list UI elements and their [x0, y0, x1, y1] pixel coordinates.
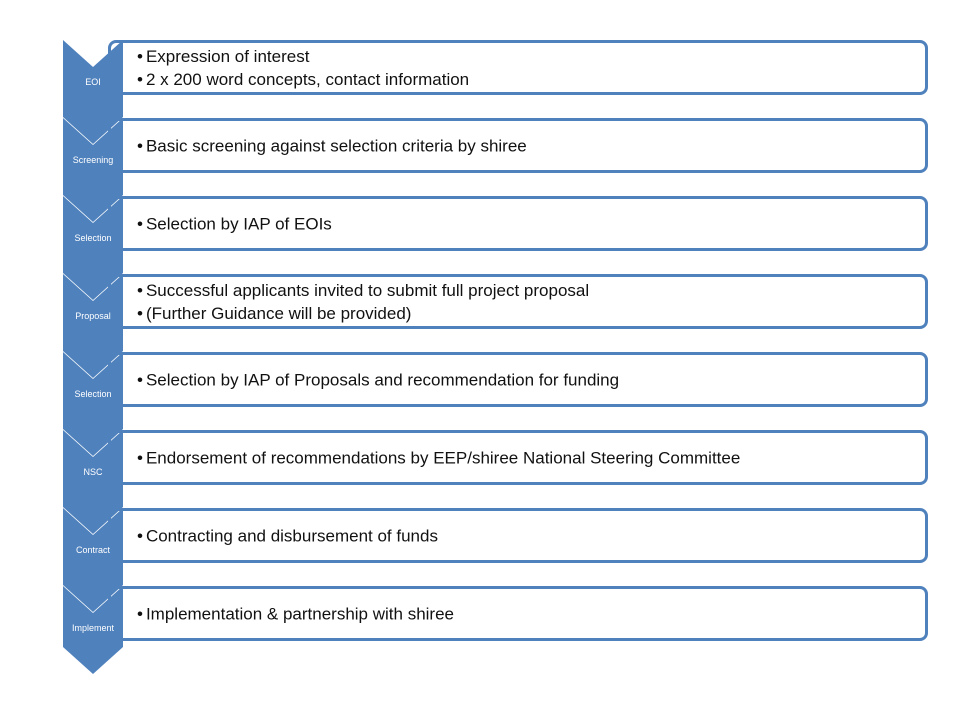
bullet-item: • 2 x 200 word concepts, contact information [137, 68, 469, 91]
chevron-label-selection: Selection [74, 233, 112, 243]
bullet-item: • Successful applicants invited to submit full project proposal [137, 279, 589, 302]
chevron-label-selection: Selection [74, 389, 112, 399]
bullet-item: • (Further Guidance will be provided) [137, 302, 589, 325]
bullet-item: • Selection by IAP of EOIs [137, 212, 332, 235]
bullet-item: • Selection by IAP of Proposals and recommendation for funding [137, 368, 619, 391]
chevron-label-eoi: EOI [85, 77, 101, 87]
bullet-item: • Basic screening against selection criteria by shiree [137, 134, 527, 157]
chevron-label-proposal: Proposal [75, 311, 111, 321]
chevron-label-contract: Contract [75, 545, 110, 555]
bullet-item: • Implementation & partnership with shiree [137, 602, 454, 625]
bullet-item: • Contracting and disbursement of funds [137, 524, 438, 547]
chevron-label-implement: Implement [71, 623, 115, 633]
bullet-item: • Expression of interest [137, 45, 469, 68]
bullet-item: • Endorsement of recommendations by EEP/shiree National Steering Committee [137, 446, 740, 469]
chevron-label-nsc: NSC [83, 467, 103, 477]
chevron-label-screening: Screening [72, 155, 114, 165]
